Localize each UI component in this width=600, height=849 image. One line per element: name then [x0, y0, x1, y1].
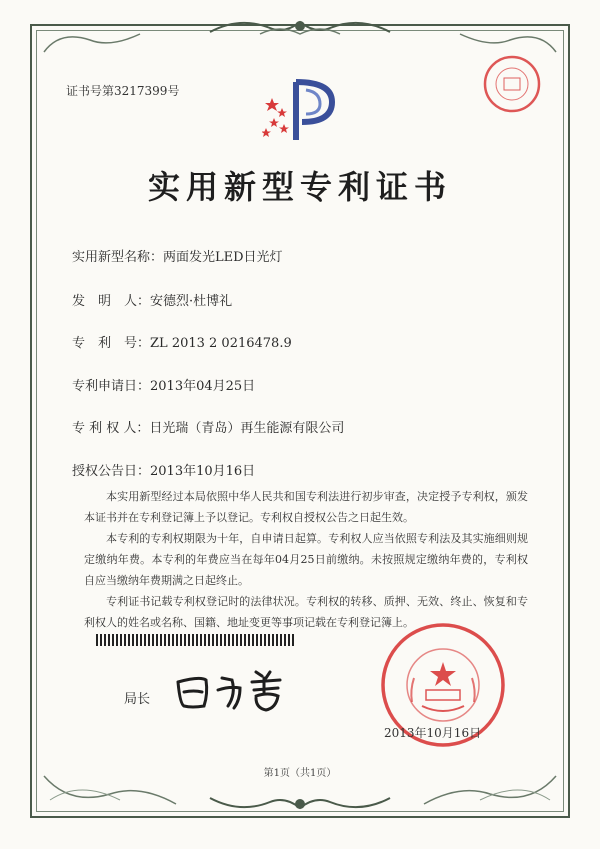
body-paragraph-grant: 本实用新型经过本局依照中华人民共和国专利法进行初步审查，决定授予专利权，颁发本证书并在专利登记簿上予以登记。专利权自授权公告之日起生效。 — [84, 490, 528, 524]
field-label: 专 利 权 人： — [72, 421, 150, 436]
certificate-number: 证书号第3217399号 — [66, 84, 180, 98]
top-ornament — [200, 14, 400, 40]
seal-date: 2013年10月16日 — [384, 726, 482, 740]
field-label: 授权公告日： — [72, 464, 151, 479]
field-value: 安德烈·杜博礼 — [150, 294, 233, 309]
certificate-title: 实用新型专利证书 — [147, 168, 452, 206]
field-value: 两面发光LED日光灯 — [163, 250, 283, 265]
tax-stamp-seal-icon — [482, 54, 542, 114]
field-value: 日光瑞（青岛）再生能源有限公司 — [149, 421, 345, 436]
corner-ornament-top-right — [440, 26, 560, 56]
barcode — [96, 634, 296, 646]
field-patentee — [72, 417, 344, 436]
field-grant-date — [72, 460, 255, 479]
director-label: 局长 — [124, 692, 151, 707]
field-value: 2013年04月25日 — [150, 379, 256, 394]
field-application-date — [72, 375, 255, 394]
director-signature — [170, 664, 300, 714]
body-paragraph-legal-status: 专利证书记载专利权登记时的法律状况。专利权的转移、质押、无效、终止、恢复和专利权人的姓名或名称、国籍、地址变更等事项记载在专利登记簿上。 — [84, 595, 528, 629]
corner-ornament-top-left — [40, 26, 160, 56]
bottom-ornament — [200, 790, 400, 816]
field-label: 专 利 号： — [72, 336, 151, 351]
patent-office-logo-icon — [262, 76, 342, 146]
field-label: 实用新型名称： — [72, 250, 164, 265]
field-model-name — [72, 246, 283, 265]
field-patent-number — [72, 332, 292, 351]
field-label: 专利申请日： — [72, 379, 151, 394]
field-value: 2013年10月16日 — [150, 464, 256, 479]
field-label: 发 明 人： — [72, 294, 151, 309]
field-inventor — [72, 290, 232, 309]
body-paragraph-term: 本专利的专利权期限为十年，自申请日起算。专利权人应当依照专利法及其实施细则规定缴纳年费。本专利的年费应当在每年04月25日前缴纳。未按照规定缴纳年费的，专利权自应当缴纳年费期满之日起终止。 — [84, 532, 528, 587]
page-number: 第1页（共1页） — [263, 768, 337, 779]
field-value: ZL 2013 2 0216478.9 — [150, 336, 292, 351]
